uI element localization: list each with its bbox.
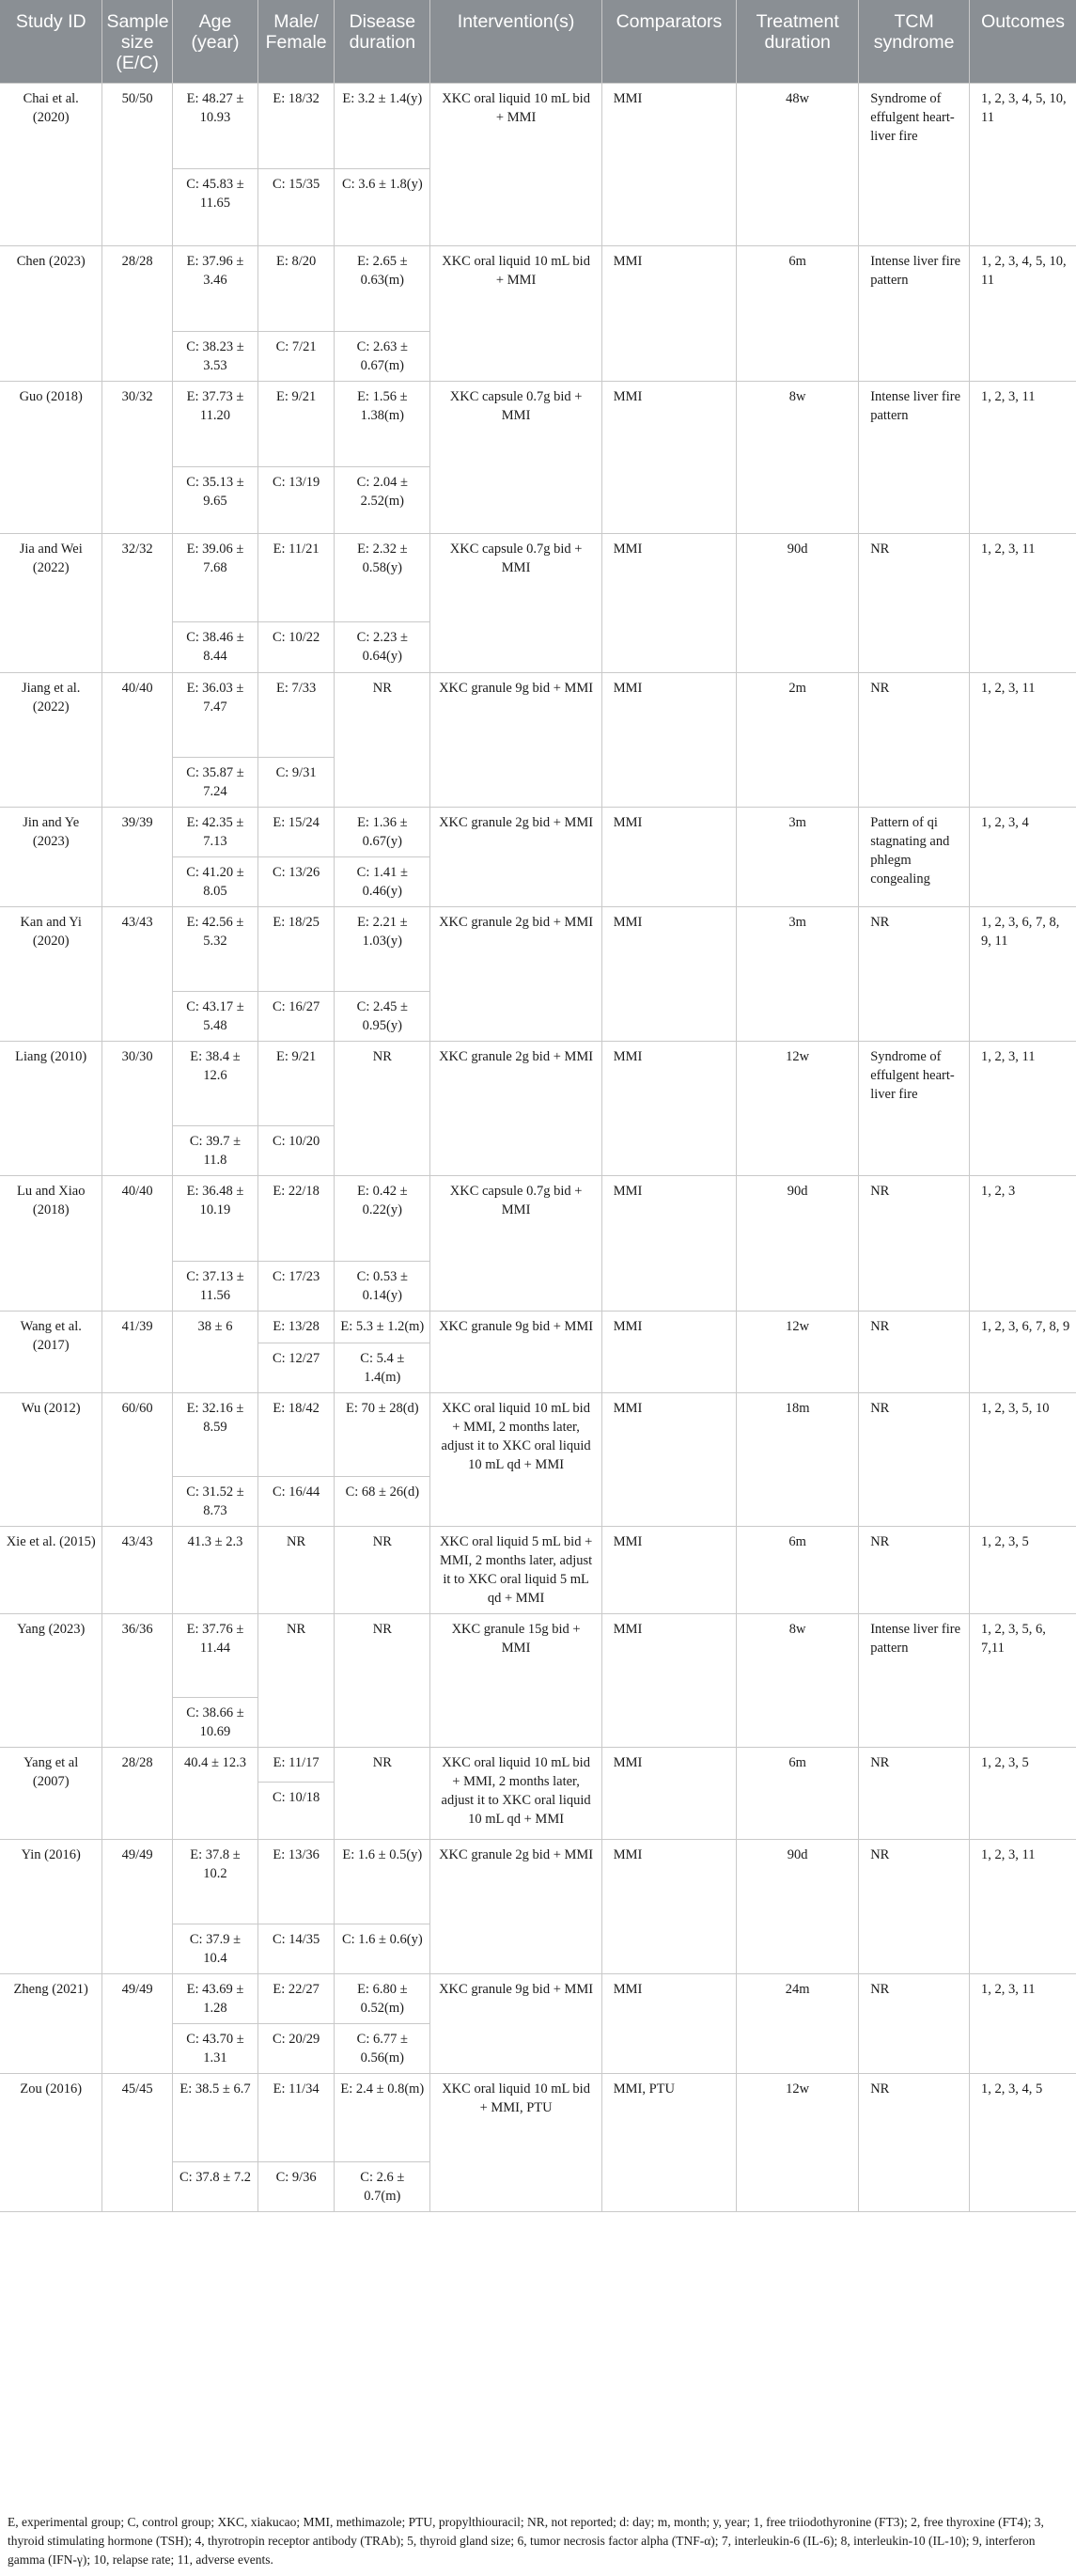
male-female-c-cell: C: 10/20 [258, 1126, 335, 1176]
table-row [0, 1614, 1076, 1698]
age-c-cell: C: 31.52 ± 8.73 [172, 1477, 257, 1527]
comparator-cell: MMI [601, 1312, 736, 1393]
age-e-cell: E: 36.48 ± 10.19 [172, 1176, 257, 1262]
outcomes-cell: 1, 2, 3, 6, 7, 8, 9, 11 [970, 907, 1076, 1042]
outcomes-cell: 1, 2, 3, 4, 5, 10, 11 [970, 246, 1076, 382]
treatment-duration-cell: 12w [737, 1312, 859, 1393]
age-e-cell: E: 42.56 ± 5.32 [172, 907, 257, 992]
intervention-cell: XKC granule 2g bid + MMI [430, 907, 601, 1042]
age-c-cell: C: 38.46 ± 8.44 [172, 622, 257, 673]
disease-duration-e-cell: E: 5.3 ± 1.2(m) [335, 1312, 430, 1343]
disease-duration-e-cell: E: 1.36 ± 0.67(y) [335, 808, 430, 857]
tcm-syndrome-cell: NR [859, 907, 970, 1042]
male-female-e-cell: E: 11/17 [258, 1748, 335, 1783]
intervention-cell: XKC granule 15g bid + MMI [430, 1614, 601, 1748]
tcm-syndrome-cell: Syndrome of effulgent heart-liver fire [859, 84, 970, 246]
disease-duration-c-cell: C: 1.41 ± 0.46(y) [335, 857, 430, 907]
tcm-syndrome-cell: NR [859, 1974, 970, 2074]
disease-duration-e-cell: E: 0.42 ± 0.22(y) [335, 1176, 430, 1262]
disease-duration-c-cell: C: 0.53 ± 0.14(y) [335, 1262, 430, 1312]
male-female-e-cell: E: 15/24 [258, 808, 335, 857]
study-id-cell: Zheng (2021) [0, 1974, 102, 2074]
age-c-cell: C: 45.83 ± 11.65 [172, 169, 257, 246]
intervention-cell: XKC granule 9g bid + MMI [430, 1312, 601, 1393]
disease-duration-e-cell: E: 2.4 ± 0.8(m) [335, 2074, 430, 2162]
table-row [0, 1393, 1076, 1477]
age-cell: 40.4 ± 12.3 [172, 1748, 257, 1840]
intervention-cell: XKC granule 2g bid + MMI [430, 1042, 601, 1176]
treatment-duration-cell: 8w [737, 382, 859, 534]
disease-duration-e-cell: E: 1.6 ± 0.5(y) [335, 1840, 430, 1924]
comparator-cell: MMI [601, 1974, 736, 2074]
sample-size-cell: 49/49 [102, 1840, 172, 1974]
table-footnote: E, experimental group; C, control group; XKC, xiakucao; MMI, methimazole; PTU, propylthiouracil; NR, not reported; d: day; m, month; y, year; 1, free triiodothyronine (FT3); 2, free thyroxine (FT4); 3, thyroid stimulating hormone (TSH); 4, thyrotropin receptor antibody (TRAb); 5, thyroid gland size; 6, tumor necrosis factor alpha (TNF-α); 7, interleukin-6 (IL-6); 8, interleukin-10 (IL-10); 9, interferon gamma (IFN-γ); 10, relapse rate; 11, adverse events. [8, 2515, 1044, 2567]
disease-duration-c-cell: C: 68 ± 26(d) [335, 1477, 430, 1527]
table-row [0, 84, 1076, 169]
age-e-cell: E: 36.03 ± 7.47 [172, 673, 257, 758]
age-c-cell: C: 38.66 ± 10.69 [172, 1698, 257, 1748]
outcomes-cell: 1, 2, 3 [970, 1176, 1076, 1312]
table-row [0, 382, 1076, 467]
male-female-c-cell: C: 7/21 [258, 332, 335, 382]
tcm-syndrome-cell: Pattern of qi stagnating and phlegm congealing [859, 808, 970, 907]
sample-size-cell: 39/39 [102, 808, 172, 907]
disease-duration-c-cell: C: 2.23 ± 0.64(y) [335, 622, 430, 673]
table-row [0, 907, 1076, 992]
table-row [0, 1748, 1076, 1783]
comparator-cell: MMI [601, 808, 736, 907]
tcm-syndrome-cell: NR [859, 534, 970, 673]
sample-size-cell: 32/32 [102, 534, 172, 673]
comparator-cell: MMI [601, 84, 736, 246]
age-c-cell: C: 37.13 ± 11.56 [172, 1262, 257, 1312]
male-female-e-cell: E: 11/21 [258, 534, 335, 622]
comparator-cell: MMI [601, 673, 736, 808]
age-c-cell: C: 35.87 ± 7.24 [172, 758, 257, 808]
table-row [0, 2074, 1076, 2162]
treatment-duration-cell: 90d [737, 534, 859, 673]
male-female-e-cell: E: 9/21 [258, 382, 335, 467]
male-female-e-cell: E: 22/27 [258, 1974, 335, 2024]
outcomes-cell: 1, 2, 3, 5 [970, 1527, 1076, 1614]
table-row [0, 246, 1076, 332]
treatment-duration-cell: 90d [737, 1176, 859, 1312]
male-female-c-cell: C: 13/26 [258, 857, 335, 907]
outcomes-cell: 1, 2, 3, 11 [970, 534, 1076, 673]
disease-duration-e-cell: E: 3.2 ± 1.4(y) [335, 84, 430, 169]
tcm-syndrome-cell: NR [859, 1176, 970, 1312]
outcomes-cell: 1, 2, 3, 5, 6, 7,11 [970, 1614, 1076, 1748]
outcomes-cell: 1, 2, 3, 11 [970, 673, 1076, 808]
male-female-e-cell: E: 13/36 [258, 1840, 335, 1924]
male-female-cell: NR [258, 1614, 335, 1748]
age-e-cell: E: 32.16 ± 8.59 [172, 1393, 257, 1477]
age-c-cell: C: 35.13 ± 9.65 [172, 467, 257, 534]
age-c-cell: C: 43.17 ± 5.48 [172, 992, 257, 1042]
header-comparators: Comparators [601, 0, 736, 84]
outcomes-cell: 1, 2, 3, 5 [970, 1748, 1076, 1840]
table-header [0, 0, 1076, 84]
intervention-cell: XKC oral liquid 5 mL bid + MMI, 2 months later, adjust it to XKC oral liquid 5 mL qd + MMI [430, 1527, 601, 1614]
comparator-cell: MMI, PTU [601, 2074, 736, 2212]
sample-size-cell: 60/60 [102, 1393, 172, 1527]
header-male-female: Male/ Female [258, 0, 335, 84]
study-id-cell: Chen (2023) [0, 246, 102, 382]
sample-size-cell: 40/40 [102, 673, 172, 808]
header-treatment-duration: Treatment duration [737, 0, 859, 84]
outcomes-cell: 1, 2, 3, 11 [970, 1840, 1076, 1974]
treatment-duration-cell: 6m [737, 246, 859, 382]
study-id-cell: Zou (2016) [0, 2074, 102, 2212]
tcm-syndrome-cell: Intense liver fire pattern [859, 1614, 970, 1748]
disease-duration-cell: NR [335, 1614, 430, 1748]
sample-size-cell: 41/39 [102, 1312, 172, 1393]
male-female-c-cell: C: 10/22 [258, 622, 335, 673]
sample-size-cell: 43/43 [102, 1527, 172, 1614]
age-c-cell: C: 37.8 ± 7.2 [172, 2162, 257, 2212]
disease-duration-c-cell: C: 2.04 ± 2.52(m) [335, 467, 430, 534]
comparator-cell: MMI [601, 1393, 736, 1527]
sample-size-cell: 28/28 [102, 246, 172, 382]
outcomes-cell: 1, 2, 3, 4 [970, 808, 1076, 907]
disease-duration-cell: NR [335, 1042, 430, 1176]
outcomes-cell: 1, 2, 3, 4, 5, 10, 11 [970, 84, 1076, 246]
disease-duration-e-cell: E: 2.21 ± 1.03(y) [335, 907, 430, 992]
study-id-cell: Yang (2023) [0, 1614, 102, 1748]
comparator-cell: MMI [601, 534, 736, 673]
outcomes-cell: 1, 2, 3, 6, 7, 8, 9 [970, 1312, 1076, 1393]
intervention-cell: XKC capsule 0.7g bid + MMI [430, 1176, 601, 1312]
intervention-cell: XKC capsule 0.7g bid + MMI [430, 534, 601, 673]
comparator-cell: MMI [601, 1527, 736, 1614]
treatment-duration-cell: 18m [737, 1393, 859, 1527]
age-e-cell: E: 37.96 ± 3.46 [172, 246, 257, 332]
sample-size-cell: 49/49 [102, 1974, 172, 2074]
tcm-syndrome-cell: NR [859, 1840, 970, 1974]
disease-duration-e-cell: E: 2.65 ± 0.63(m) [335, 246, 430, 332]
male-female-c-cell: C: 15/35 [258, 169, 335, 246]
disease-duration-cell: NR [335, 1748, 430, 1840]
comparator-cell: MMI [601, 1176, 736, 1312]
treatment-duration-cell: 3m [737, 907, 859, 1042]
tcm-syndrome-cell: NR [859, 2074, 970, 2212]
table-row [0, 1527, 1076, 1613]
table-row [0, 1176, 1076, 1262]
male-female-c-cell: C: 20/29 [258, 2024, 335, 2074]
intervention-cell: XKC granule 9g bid + MMI [430, 1974, 601, 2074]
tcm-syndrome-cell: NR [859, 1393, 970, 1527]
intervention-cell: XKC oral liquid 10 mL bid + MMI [430, 246, 601, 382]
table-row [0, 1312, 1076, 1343]
treatment-duration-cell: 90d [737, 1840, 859, 1974]
tcm-syndrome-cell: NR [859, 1748, 970, 1840]
disease-duration-c-cell: C: 3.6 ± 1.8(y) [335, 169, 430, 246]
intervention-cell: XKC oral liquid 10 mL bid + MMI, PTU [430, 2074, 601, 2212]
sample-size-cell: 40/40 [102, 1176, 172, 1312]
sample-size-cell: 43/43 [102, 907, 172, 1042]
outcomes-cell: 1, 2, 3, 11 [970, 1042, 1076, 1176]
age-e-cell: E: 37.8 ± 10.2 [172, 1840, 257, 1924]
male-female-c-cell: C: 17/23 [258, 1262, 335, 1312]
disease-duration-c-cell: C: 2.63 ± 0.67(m) [335, 332, 430, 382]
treatment-duration-cell: 12w [737, 1042, 859, 1176]
study-id-cell: Xie et al. (2015) [0, 1527, 102, 1614]
age-e-cell: E: 39.06 ± 7.68 [172, 534, 257, 622]
tcm-syndrome-cell: Intense liver fire pattern [859, 246, 970, 382]
intervention-cell: XKC granule 9g bid + MMI [430, 673, 601, 808]
tcm-syndrome-cell: NR [859, 1312, 970, 1393]
intervention-cell: XKC granule 2g bid + MMI [430, 1840, 601, 1974]
male-female-e-cell: E: 13/28 [258, 1312, 335, 1343]
study-id-cell: Guo (2018) [0, 382, 102, 534]
table-body [0, 84, 1076, 2213]
intervention-cell: XKC oral liquid 10 mL bid + MMI, 2 months later, adjust it to XKC oral liquid 10 mL qd + MMI [430, 1748, 601, 1840]
header-study-id: Study ID [0, 0, 102, 84]
disease-duration-c-cell: C: 2.6 ± 0.7(m) [335, 2162, 430, 2212]
age-c-cell: C: 41.20 ± 8.05 [172, 857, 257, 907]
age-c-cell: C: 43.70 ± 1.31 [172, 2024, 257, 2074]
intervention-cell: XKC capsule 0.7g bid + MMI [430, 382, 601, 534]
disease-duration-e-cell: E: 1.56 ± 1.38(m) [335, 382, 430, 467]
sample-size-cell: 36/36 [102, 1614, 172, 1748]
comparator-cell: MMI [601, 1614, 736, 1748]
header-sample-size: Sample size (E/C) [102, 0, 172, 84]
study-id-cell: Wang et al. (2017) [0, 1312, 102, 1393]
comparator-cell: MMI [601, 1748, 736, 1840]
disease-duration-e-cell: E: 70 ± 28(d) [335, 1393, 430, 1477]
age-e-cell: E: 38.5 ± 6.7 [172, 2074, 257, 2162]
table-row [0, 1042, 1076, 1126]
male-female-cell: NR [258, 1527, 335, 1614]
treatment-duration-cell: 6m [737, 1748, 859, 1840]
tcm-syndrome-cell: NR [859, 673, 970, 808]
study-id-cell: Jin and Ye (2023) [0, 808, 102, 907]
comparator-cell: MMI [601, 382, 736, 534]
outcomes-cell: 1, 2, 3, 11 [970, 382, 1076, 534]
table-row [0, 673, 1076, 758]
age-c-cell: C: 37.9 ± 10.4 [172, 1924, 257, 1974]
age-e-cell: E: 42.35 ± 7.13 [172, 808, 257, 857]
sample-size-cell: 30/30 [102, 1042, 172, 1176]
treatment-duration-cell: 12w [737, 2074, 859, 2212]
study-id-cell: Chai et al. (2020) [0, 84, 102, 246]
study-id-cell: Lu and Xiao (2018) [0, 1176, 102, 1312]
age-e-cell: E: 37.73 ± 11.20 [172, 382, 257, 467]
table-bottom-rule [0, 2212, 1076, 2213]
treatment-duration-cell: 24m [737, 1974, 859, 2074]
male-female-e-cell: E: 18/25 [258, 907, 335, 992]
age-e-cell: E: 48.27 ± 10.93 [172, 84, 257, 169]
age-c-cell: C: 38.23 ± 3.53 [172, 332, 257, 382]
intervention-cell: XKC granule 2g bid + MMI [430, 808, 601, 907]
male-female-e-cell: E: 18/42 [258, 1393, 335, 1477]
sample-size-cell: 28/28 [102, 1748, 172, 1840]
disease-duration-e-cell: E: 2.32 ± 0.58(y) [335, 534, 430, 622]
male-female-e-cell: E: 8/20 [258, 246, 335, 332]
table-row [0, 1840, 1076, 1924]
male-female-e-cell: E: 18/32 [258, 84, 335, 169]
sample-size-cell: 50/50 [102, 84, 172, 246]
male-female-c-cell: C: 16/27 [258, 992, 335, 1042]
header-age: Age (year) [172, 0, 257, 84]
sample-size-cell: 30/32 [102, 382, 172, 534]
male-female-e-cell: E: 7/33 [258, 673, 335, 758]
age-cell: 38 ± 6 [172, 1312, 257, 1393]
disease-duration-cell: NR [335, 673, 430, 808]
comparator-cell: MMI [601, 907, 736, 1042]
disease-duration-c-cell: C: 6.77 ± 0.56(m) [335, 2024, 430, 2074]
table-row [0, 808, 1076, 857]
male-female-e-cell: E: 9/21 [258, 1042, 335, 1126]
table-row [0, 1974, 1076, 2024]
study-id-cell: Liang (2010) [0, 1042, 102, 1176]
intervention-cell: XKC oral liquid 10 mL bid + MMI [430, 84, 601, 246]
outcomes-cell: 1, 2, 3, 11 [970, 1974, 1076, 2074]
treatment-duration-cell: 6m [737, 1527, 859, 1614]
header-disease-duration: Disease duration [335, 0, 430, 84]
male-female-c-cell: C: 12/27 [258, 1343, 335, 1393]
male-female-c-cell: C: 9/31 [258, 758, 335, 808]
male-female-e-cell: E: 22/18 [258, 1176, 335, 1262]
header-tcm-syndrome: TCM syndrome [859, 0, 970, 84]
male-female-e-cell: E: 11/34 [258, 2074, 335, 2162]
comparator-cell: MMI [601, 246, 736, 382]
study-id-cell: Jiang et al. (2022) [0, 673, 102, 808]
treatment-duration-cell: 3m [737, 808, 859, 907]
table-row [0, 534, 1076, 622]
study-id-cell: Jia and Wei (2022) [0, 534, 102, 673]
disease-duration-cell: NR [335, 1527, 430, 1614]
male-female-c-cell: C: 14/35 [258, 1924, 335, 1974]
age-cell: 41.3 ± 2.3 [172, 1527, 257, 1614]
intervention-cell: XKC oral liquid 10 mL bid + MMI, 2 months later, adjust it to XKC oral liquid 10 mL qd + MMI [430, 1393, 601, 1527]
study-id-cell: Wu (2012) [0, 1393, 102, 1527]
male-female-c-cell: C: 10/18 [258, 1783, 335, 1840]
outcomes-cell: 1, 2, 3, 4, 5 [970, 2074, 1076, 2212]
header-interventions: Intervention(s) [430, 0, 601, 84]
sample-size-cell: 45/45 [102, 2074, 172, 2212]
disease-duration-e-cell: E: 6.80 ± 0.52(m) [335, 1974, 430, 2024]
male-female-c-cell: C: 13/19 [258, 467, 335, 534]
male-female-c-cell: C: 9/36 [258, 2162, 335, 2212]
treatment-duration-cell: 8w [737, 1614, 859, 1748]
treatment-duration-cell: 48w [737, 84, 859, 246]
male-female-c-cell: C: 16/44 [258, 1477, 335, 1527]
age-e-cell: E: 38.4 ± 12.6 [172, 1042, 257, 1126]
header-outcomes: Outcomes [970, 0, 1076, 84]
comparator-cell: MMI [601, 1840, 736, 1974]
treatment-duration-cell: 2m [737, 673, 859, 808]
study-id-cell: Kan and Yi (2020) [0, 907, 102, 1042]
disease-duration-c-cell: C: 1.6 ± 0.6(y) [335, 1924, 430, 1974]
outcomes-cell: 1, 2, 3, 5, 10 [970, 1393, 1076, 1527]
bottom-rule-cell [0, 2212, 1076, 2213]
study-id-cell: Yin (2016) [0, 1840, 102, 1974]
disease-duration-c-cell: C: 5.4 ± 1.4(m) [335, 1343, 430, 1393]
disease-duration-c-cell: C: 2.45 ± 0.95(y) [335, 992, 430, 1042]
study-id-cell: Yang et al (2007) [0, 1748, 102, 1840]
comparator-cell: MMI [601, 1042, 736, 1176]
age-e-cell: E: 43.69 ± 1.28 [172, 1974, 257, 2024]
tcm-syndrome-cell: Intense liver fire pattern [859, 382, 970, 534]
tcm-syndrome-cell: NR [859, 1527, 970, 1614]
tcm-syndrome-cell: Syndrome of effulgent heart-liver fire [859, 1042, 970, 1176]
age-c-cell: C: 39.7 ± 11.8 [172, 1126, 257, 1176]
age-e-cell: E: 37.76 ± 11.44 [172, 1614, 257, 1698]
